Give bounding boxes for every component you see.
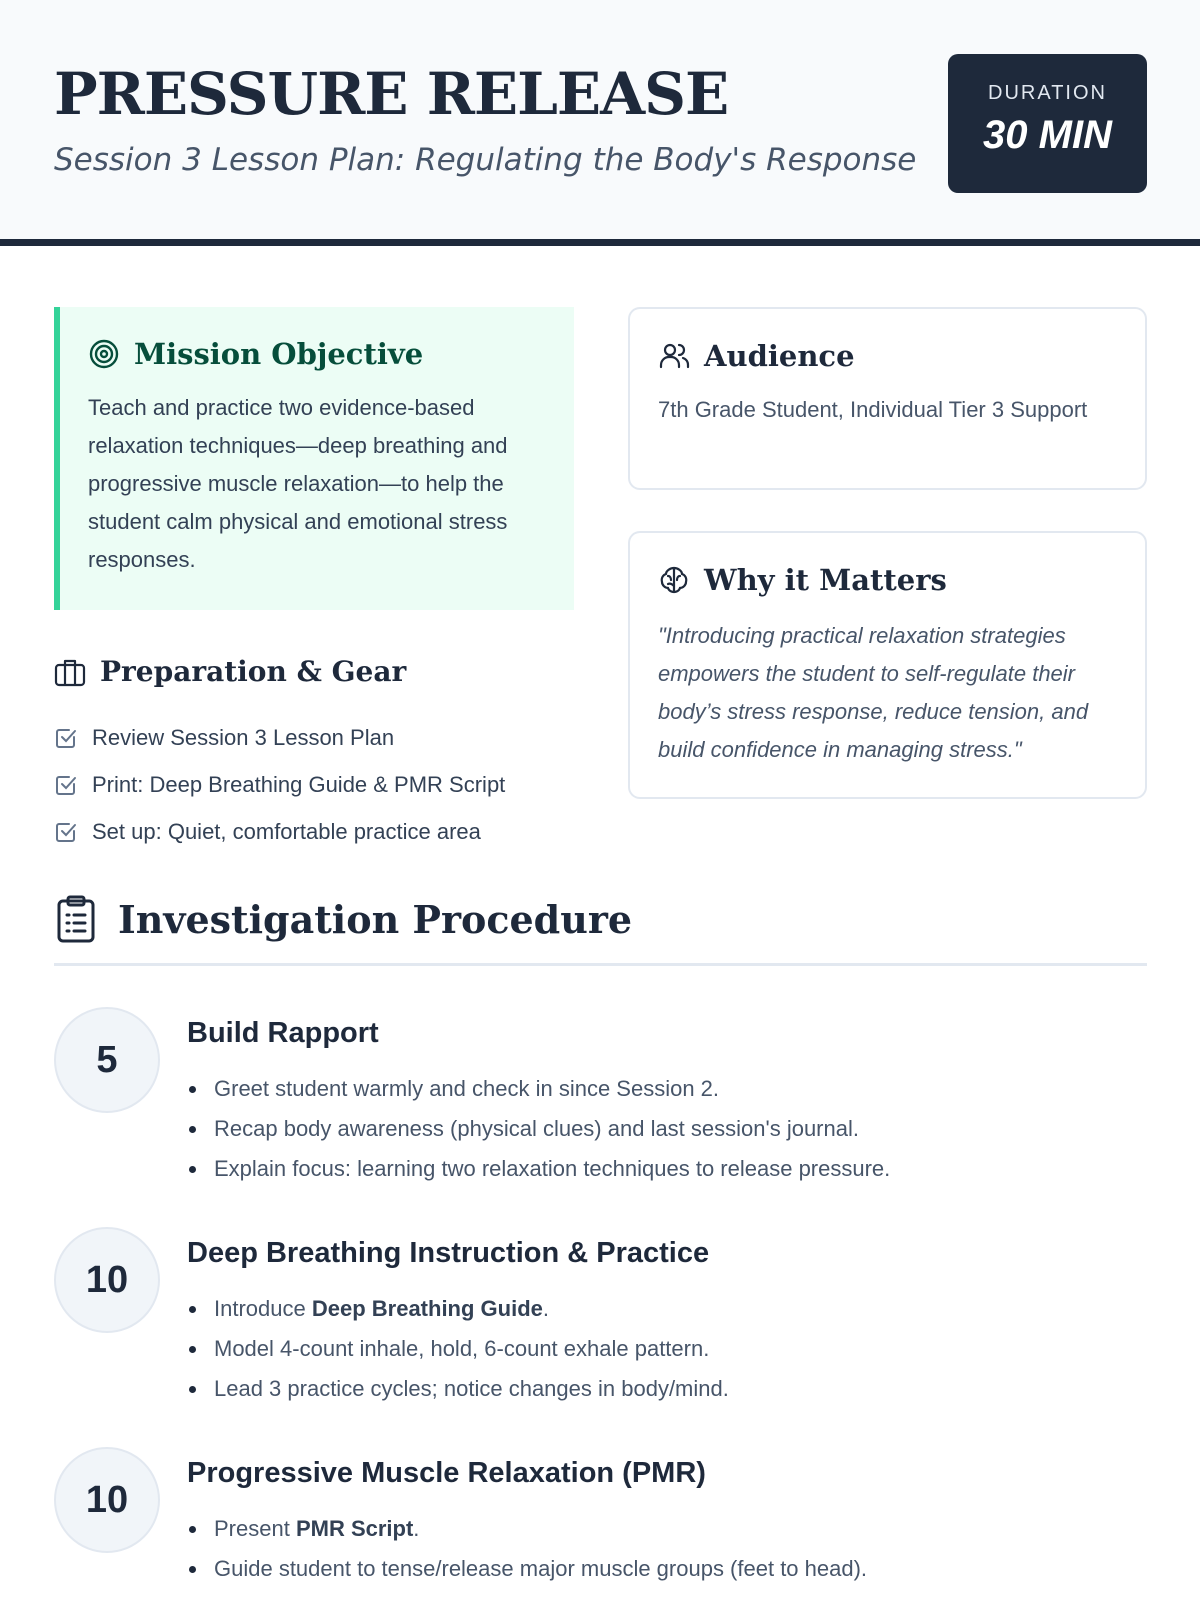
step-title: Build Rapport (187, 1017, 379, 1049)
brain-icon (658, 564, 690, 596)
step-bullet: Introduce Deep Breathing Guide. (187, 1289, 729, 1329)
duration-badge (948, 54, 1147, 193)
audience-card (628, 307, 1147, 490)
clipboard-icon (54, 895, 98, 943)
step-minutes-badge: 10 (54, 1447, 160, 1553)
step-bullet-list (187, 1069, 890, 1189)
checkbox-checked-icon (54, 773, 78, 797)
procedure-header (54, 895, 1147, 966)
preparation-item (54, 714, 594, 761)
preparation-title: Preparation & Gear (100, 655, 407, 688)
page-title: PRESSURE RELEASE (54, 60, 729, 128)
step-bullet: Present PMR Script. (187, 1509, 867, 1549)
checkbox-checked-icon (54, 726, 78, 750)
preparation-item-text: Review Session 3 Lesson Plan (92, 724, 395, 750)
preparation-item (54, 761, 594, 808)
target-icon (88, 338, 120, 370)
step-bullet-list (187, 1289, 729, 1409)
why-it-matters-text: "Introducing practical relaxation strategies empowers the student to self-regulate their body’s stress response, reduce tension, and build confidence in managing stress." (658, 623, 1089, 762)
step-bullet: Lead 3 practice cycles; notice changes in body/mind. (187, 1369, 729, 1409)
audience-text: 7th Grade Student, Individual Tier 3 Support (658, 397, 1088, 422)
step-bullet: Guide student to tense/release major muscle groups (feet to head). (187, 1549, 867, 1589)
mission-objective-text: Teach and practice two evidence-based relaxation techniques—deep breathing and progressive muscle relaxation—to help the student calm physical and emotional stress responses. (88, 395, 508, 572)
step-bullet: Greet student warmly and check in since Session 2. (187, 1069, 890, 1109)
why-it-matters-card (628, 531, 1147, 799)
step-bullet: Explain focus: learning two relaxation techniques to release pressure. (187, 1149, 890, 1189)
briefcase-icon (54, 657, 86, 687)
preparation-item (54, 808, 594, 855)
step-title: Deep Breathing Instruction & Practice (187, 1237, 710, 1269)
mission-objective-card (54, 307, 574, 610)
step-bullet: Recap body awareness (physical clues) and last session's journal. (187, 1109, 890, 1149)
step-title: Progressive Muscle Relaxation (PMR) (187, 1457, 706, 1489)
duration-value: 30 MIN (983, 113, 1112, 157)
preparation-section (54, 655, 594, 855)
preparation-list (54, 714, 594, 855)
preparation-item-text: Print: Deep Breathing Guide & PMR Script (92, 771, 506, 797)
mission-objective-title: Mission Objective (134, 337, 424, 371)
step-bullet-list (187, 1509, 867, 1589)
duration-label: DURATION (988, 82, 1107, 104)
step-bullet: Model 4-count inhale, hold, 6-count exhale pattern. (187, 1329, 729, 1369)
audience-title: Audience (704, 339, 855, 373)
users-icon (658, 340, 690, 372)
page-subtitle: Session 3 Lesson Plan: Regulating the Body's Response (54, 142, 917, 178)
preparation-item-text: Set up: Quiet, comfortable practice area (92, 818, 481, 844)
step-minutes-badge: 10 (54, 1227, 160, 1333)
procedure-title: Investigation Procedure (118, 897, 633, 942)
step-minutes-badge: 5 (54, 1007, 160, 1113)
why-it-matters-title: Why it Matters (704, 563, 947, 597)
checkbox-checked-icon (54, 820, 78, 844)
page-header (0, 0, 1200, 246)
